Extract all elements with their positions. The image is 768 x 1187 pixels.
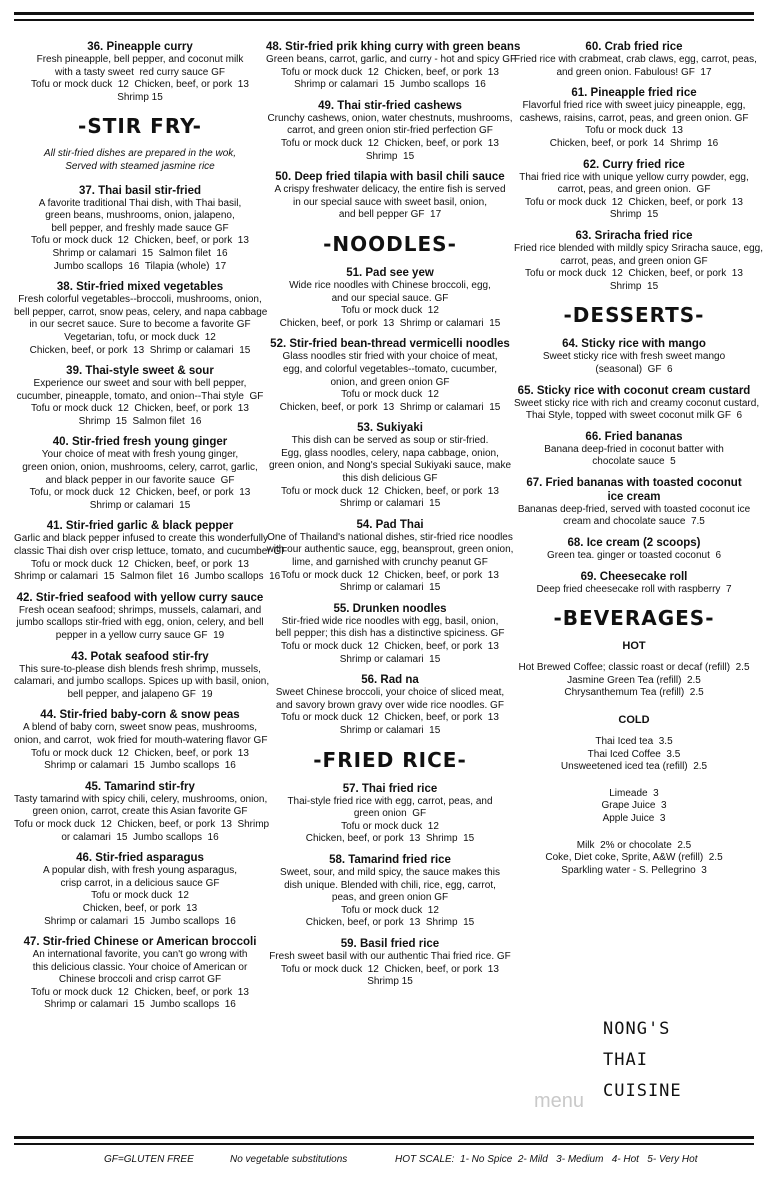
menu-item-detail: Tofu or mock duck 12 Chicken, beef, or pork 13 (525, 196, 743, 208)
menu-item-detail: green onion GF (353, 808, 427, 820)
menu-item-name: 52. Stir-fried bean-thread vermicelli noodles (270, 338, 510, 351)
menu-item-detail: classic Thai dish over crisp lettuce, tomato, and cucumber GF (14, 546, 288, 558)
menu-item-detail: Tofu or mock duck 12 Chicken, beef, or pork 13 (31, 558, 249, 570)
menu-item-detail: Jumbo scallops 16 Tilapia (whole) 17 (53, 260, 227, 272)
menu-item-detail: Tofu or mock duck 12 Chicken, beef, or pork 13 (31, 403, 249, 415)
menu-item-detail: and green onion. Fabulous! GF 17 (556, 66, 712, 78)
menu-item (266, 337, 514, 414)
menu-item (266, 602, 514, 666)
menu-item-detail: Shrimp 15 Salmon filet 16 (78, 415, 202, 427)
menu-item-detail: and bell pepper GF 17 (338, 209, 442, 221)
menu-item-name: 47. Stir-fried Chinese or American broccoli (23, 936, 257, 949)
menu-item-detail: pepper in a yellow curry sauce GF 19 (55, 630, 225, 641)
beverage-group (514, 736, 754, 774)
menu-item-name: 44. Stir-fried baby-corn & snow peas (40, 709, 240, 722)
menu-item-detail: lime, and garnished with crunchy peanut GF (292, 557, 488, 569)
menu-item-detail: cucumber, pineapple, tomato, and onion--Thai style GF (16, 390, 264, 402)
menu-item-detail: Tofu or mock duck 12 (341, 820, 439, 832)
menu-item-detail: this delicious classic. Your choice of American or (32, 961, 248, 973)
menu-item-detail: Crunchy cashews, onion, water chestnuts, mushrooms, (267, 112, 513, 124)
menu-item-detail: and our special sauce. GF (331, 292, 449, 304)
menu-item-detail: bell pepper, and jalapeno GF 19 (67, 688, 213, 700)
beverage-line: Thai Iced Coffee 3.5 (587, 748, 681, 760)
section-note: All stir-fried dishes are prepared in the wok, Served with steamed jasmine rice (43, 148, 237, 172)
menu-item-detail: bell pepper; this dish has a distinctive spiciness. GF (275, 628, 505, 640)
menu-item-detail: bell pepper, carrot, snow peas, celery, and napa cabbage (14, 306, 268, 318)
menu-item-name: 69. Cheesecake roll (580, 570, 688, 583)
menu-item-detail: Fried rice blended with mildly spicy Sriracha sauce, egg, (514, 242, 763, 254)
menu-item-detail: in our secret sauce. Sure to become a favorite GF (29, 319, 251, 331)
menu-item (266, 170, 514, 222)
menu-item (14, 591, 266, 643)
menu-item-name: 60. Crab fried rice (585, 41, 683, 53)
menu-item-detail: cream and chocolate sauce 7.5 (563, 516, 705, 528)
menu-item-name: 67. Fried bananas with toasted coconut ice cream (526, 476, 742, 503)
menu-item-detail: Tofu or mock duck 13 (585, 125, 683, 137)
menu-item-detail: Chicken, beef, or pork 14 Shrimp 16 (549, 137, 719, 149)
menu-item-detail: Shrimp or calamari 15 (339, 498, 441, 510)
menu-item-name: 64. Sticky rice with mango (562, 338, 706, 351)
menu-item-detail: Tofu or mock duck 12 Chicken, beef, or pork 13 (31, 747, 249, 759)
beverage-line: Grape Juice 3 (601, 800, 667, 812)
menu-item-name: 43. Potak seafood stir-fry (71, 650, 209, 663)
menu-item-name: 40. Stir-fried fresh young ginger (52, 436, 228, 449)
menu-item-detail: with a tasty sweet red curry sauce GF (54, 66, 226, 78)
menu-item (14, 364, 266, 428)
menu-item (514, 570, 754, 597)
menu-item-detail: Tofu or mock duck 12 (341, 305, 439, 317)
beverage-group (514, 840, 754, 878)
menu-item-detail: Chicken, beef, or pork 13 (82, 902, 198, 914)
menu-item-detail: green onion, onion, mushrooms, celery, carrot, garlic, (22, 462, 258, 474)
menu-item-name: 49. Thai stir-fried cashews (318, 99, 462, 112)
menu-item (266, 782, 514, 846)
menu-item-detail: onion, and carrot, wok fried for mouth-watering flavor GF (14, 734, 268, 746)
menu-item-detail: Wide rice noodles with Chinese broccoli, egg, (289, 279, 491, 291)
menu-item-detail: Sweet sticky rice with fresh sweet mango (542, 351, 726, 363)
bottom-rule (14, 1136, 754, 1139)
beverage-line: Thai Iced tea 3.5 (595, 736, 673, 748)
menu-item-detail: Shrimp 15 (609, 209, 659, 221)
menu-item-detail: Tofu or mock duck 12 Chicken, beef, or pork 13 (281, 963, 499, 975)
menu-column-3 (514, 40, 763, 891)
menu-item-name: 65. Sticky rice with coconut cream custard (517, 384, 751, 397)
beverage-line: Sparkling water - S. Pellegrino 3 (561, 864, 707, 876)
menu-item-detail: Thai-style fried rice with egg, carrot, peas, and (287, 795, 493, 807)
menu-item-detail: with our authentic sauce, egg, beansprout, green onion, (266, 544, 514, 556)
menu-item-name: 42. Stir-fried seafood with yellow curry sauce (16, 591, 264, 604)
restaurant-logo (603, 1014, 682, 1107)
menu-item-detail: Chinese broccoli and crisp carrot GF (58, 974, 222, 986)
menu-item (266, 673, 514, 737)
menu-item (266, 421, 514, 511)
menu-item-detail: Your choice of meat with fresh young ginger, (41, 449, 239, 461)
menu-item-detail: or calamari 15 Jumbo scallops 16 (61, 831, 219, 843)
beverage-group (514, 662, 754, 700)
menu-item-name: 51. Pad see yew (346, 266, 434, 279)
menu-item-name: 66. Fried bananas (585, 430, 683, 443)
menu-item-detail: Chicken, beef, or pork 13 Shrimp or calamari 15 (279, 401, 501, 413)
menu-item (514, 158, 754, 222)
menu-item-detail: Shrimp or calamari 15 (339, 724, 441, 736)
menu-item-detail: Deep fried cheesecake roll with raspberry 7 (536, 583, 732, 595)
menu-item (514, 476, 754, 529)
menu-item (14, 280, 266, 357)
menu-item-detail: Bananas deep-fried, served with toasted coconut ice (517, 503, 751, 515)
menu-item-detail: Stir-fried wide rice noodles with egg, basil, onion, (281, 615, 499, 627)
menu-item (266, 40, 521, 92)
menu-item-detail: Chicken, beef, or pork 13 Shrimp 15 (305, 917, 475, 929)
logo-line: NONG'S (603, 1019, 671, 1039)
menu-item (14, 935, 266, 1012)
logo-line: THAI (603, 1050, 648, 1070)
menu-item-name: 37. Thai basil stir-fried (78, 184, 202, 197)
footer-hot-scale: HOT SCALE: 1- No Spice 2- Mild 3- Medium 4- Hot 5- Very Hot (395, 1154, 698, 1165)
menu-item-detail: Tofu or mock duck 12 (341, 389, 439, 401)
menu-item-detail: in our special sauce with sweet basil, onion, (293, 196, 487, 208)
beverage-line: Limeade 3 (609, 787, 659, 799)
menu-item-detail: Green tea. ginger or toasted coconut 6 (547, 550, 721, 562)
menu-item-detail: Tofu, or mock duck 12 Chicken, beef, or pork 13 (29, 487, 251, 499)
menu-item-detail: chocolate sauce 5 (592, 456, 676, 468)
menu-item-name: 48. Stir-fried prik khing curry with green beans (266, 41, 521, 53)
menu-item-name: 68. Ice cream (2 scoops) (567, 537, 701, 550)
menu-item-detail: Fresh colorful vegetables--broccoli, mushrooms, onion, (18, 294, 262, 306)
menu-item (14, 519, 288, 583)
menu-item-detail: cashews, raisins, carrot, peas, and green onion. GF (519, 112, 749, 124)
menu-item-detail: A favorite traditional Thai dish, with Thai basil, (38, 197, 242, 209)
menu-item-name: 41. Stir-fried garlic & black pepper (46, 520, 234, 533)
beverage-line: Chrysanthemum Tea (refill) 2.5 (564, 687, 704, 699)
menu-item-detail: Shrimp or calamari 15 Salmon filet 16 (52, 247, 228, 259)
menu-item (514, 86, 754, 150)
menu-item-detail: Sweet sticky rice with rich and creamy coconut custard, (514, 397, 760, 409)
menu-item-detail: Tofu or mock duck 12 Chicken, beef, or pork 13 (281, 137, 499, 149)
top-rule-inner (14, 19, 754, 21)
beverage-line: Unsweetened iced tea (refill) 2.5 (560, 761, 708, 773)
menu-item-detail: Tofu or mock duck 12 Chicken, beef, or pork 13 (281, 641, 499, 652)
menu-item-detail: Egg, glass noodles, celery, napa cabbage, onion, (281, 447, 499, 459)
footer-substitutions-note: No vegetable substitutions (230, 1154, 348, 1165)
menu-item-name: 53. Sukiyaki (357, 422, 423, 435)
menu-item (266, 518, 514, 595)
menu-item-detail: Green beans, carrot, garlic, and curry - hot and spicy GF (266, 54, 517, 65)
menu-item (514, 430, 754, 469)
menu-item-detail: Shrimp or calamari 15 Salmon filet 16 Jumbo scallops 16 (14, 571, 281, 583)
menu-item-detail: calamari, and jumbo scallops. Spices up with basil, onion, (14, 676, 270, 688)
menu-item-detail: onion, and green onion GF (330, 376, 450, 388)
menu-item (514, 40, 757, 79)
menu-item-name: 38. Stir-fried mixed vegetables (56, 281, 224, 294)
menu-item-detail: A blend of baby corn, sweet snow peas, mushrooms, (22, 722, 257, 734)
menu-item-detail: Banana deep-fried in coconut batter with (544, 443, 724, 455)
menu-item (14, 184, 266, 274)
menu-item-detail: A popular dish, with fresh young asparagus, (42, 865, 237, 877)
menu-item-detail: Shrimp or calamari 15 Jumbo scallops 16 (44, 999, 236, 1011)
menu-item-detail: An international favorite, you can't go wrong with (32, 949, 248, 961)
menu-item-detail: Sweet Chinese broccoli, your choice of sliced meat, (275, 687, 505, 699)
menu-item (14, 650, 270, 702)
menu-column-1 (14, 40, 288, 1019)
menu-item-name: 56. Rad na (361, 674, 419, 687)
menu-item-name: 36. Pineapple curry (87, 41, 193, 53)
menu-item-detail: Thai Style, topped with sweet coconut milk GF 6 (525, 410, 743, 422)
menu-item-detail: Chicken, beef, or pork 13 Shrimp 15 (305, 833, 475, 845)
beverage-line: Milk 2% or chocolate 2.5 (576, 839, 692, 851)
menu-item (266, 99, 514, 163)
section-heading: -NOODLES- (323, 231, 457, 256)
beverage-line: Apple Juice 3 (602, 813, 666, 824)
watermark-text: menu (534, 1090, 585, 1112)
menu-item-name: 62. Curry fried rice (583, 158, 685, 171)
menu-item-detail: carrot, peas, and green onion. GF (557, 184, 711, 196)
menu-item-detail: Shrimp 15 (117, 91, 163, 103)
menu-item-detail: carrot, peas, and green onion GF (560, 255, 708, 267)
beverage-line: Jasmine Green Tea (refill) 2.5 (567, 674, 701, 686)
menu-item-detail: This sure-to-please dish blends fresh shrimp, mussels, (19, 663, 261, 675)
menu-item (14, 851, 266, 928)
menu-item-detail: Shrimp or calamari 15 Jumbo scallops 16 (294, 79, 486, 91)
menu-item-detail: Fresh ocean seafood; shrimps, mussels, calamari, and (18, 604, 262, 616)
subsection-heading: HOT (622, 640, 646, 653)
menu-item-detail: Shrimp 15 (609, 280, 659, 292)
menu-item (14, 40, 266, 104)
beverage-group (514, 788, 754, 826)
menu-item-name: 57. Thai fried rice (342, 782, 438, 795)
menu-item-detail: and black pepper in our favorite sauce GF (45, 474, 235, 486)
logo-line: CUISINE (603, 1081, 682, 1101)
menu-item-name: 50. Deep fried tilapia with basil chili sauce (275, 171, 505, 184)
section-heading: -DESSERTS- (563, 303, 705, 328)
menu-item-name: 46. Stir-fried asparagus (76, 852, 204, 865)
menu-item-name: 54. Pad Thai (356, 518, 424, 531)
menu-item-detail: peas, and green onion GF (331, 892, 449, 904)
menu-item-detail: Tofu or mock duck 12 Chicken, beef, or pork 13 (31, 79, 249, 91)
footer-gf-note: GF=GLUTEN FREE (104, 1154, 194, 1165)
menu-item-name: 55. Drunken noodles (333, 602, 447, 615)
menu-item-detail: A crispy freshwater delicacy, the entire fish is served (274, 184, 506, 196)
menu-item-detail: this dish delicious GF (342, 473, 438, 485)
menu-item-detail: green onion, carrot, create this Asian favorite GF (32, 806, 248, 818)
beverage-line: Coke, Diet coke, Sprite, A&W (refill) 2.5 (545, 852, 723, 864)
top-rule (14, 12, 754, 15)
menu-item (14, 708, 266, 772)
menu-item-detail: Shrimp or calamari 15 (339, 653, 441, 665)
bottom-rule-inner (14, 1143, 754, 1145)
menu-item (266, 937, 514, 989)
menu-item (514, 337, 754, 376)
menu-item-name: 63. Sriracha fried rice (575, 229, 693, 242)
menu-item-detail: Shrimp or calamari 15 Jumbo scallops 16 (44, 760, 236, 772)
menu-item (14, 780, 270, 844)
menu-item-detail: Tofu or mock duck 12 Chicken, beef, or pork 13 (31, 235, 249, 247)
menu-item-detail: Sweet, sour, and mild spicy, the sauce makes this (280, 866, 500, 878)
section-heading: -FRIED RICE- (313, 747, 467, 772)
menu-item-detail: Tofu or mock duck 12 Chicken, beef, or pork 13 (525, 268, 743, 280)
subsection-heading: COLD (618, 714, 650, 727)
menu-item-name: 58. Tamarind fried rice (329, 853, 451, 866)
menu-item-detail: Shrimp 15 (367, 976, 413, 988)
menu-item-detail: and savory brown gravy over wide rice noodles. GF (276, 699, 504, 711)
menu-item (266, 266, 514, 330)
menu-item-detail: Chicken, beef, or pork 13 Shrimp or calamari 15 (279, 317, 501, 329)
menu-item-detail: carrot, and green onion stir-fried perfection GF (287, 125, 493, 137)
section-heading: -BEVERAGES- (553, 606, 715, 631)
menu-item-detail: Flavorful fried rice with sweet juicy pineapple, egg, (522, 100, 746, 112)
menu-item-detail: Shrimp 15 (365, 150, 415, 162)
menu-item-detail: Shrimp or calamari 15 Jumbo scallops 16 (44, 915, 236, 927)
menu-item-detail: green onion, and Nong's special Sukiyaki sauce, make (268, 460, 512, 472)
menu-item-name: 39. Thai-style sweet & sour (66, 365, 214, 378)
menu-item (514, 229, 763, 293)
menu-item-detail: Tofu or mock duck 12 Chicken, beef, or pork 13 (281, 485, 499, 497)
menu-item (514, 536, 754, 563)
menu-item-detail: Shrimp or calamari 15 (339, 582, 441, 594)
menu-item-detail: Tofu or mock duck 12 Chicken, beef, or pork 13 Shrimp (14, 818, 270, 830)
menu-item-detail: green beans, mushrooms, onion, jalapeno, (45, 210, 235, 222)
menu-item-name: 59. Basil fried rice (340, 937, 440, 950)
beverage-line: Hot Brewed Coffee; classic roast or decaf (refill) 2.5 (518, 662, 750, 674)
menu-item-detail: bell pepper, and freshly made sauce GF (51, 222, 229, 234)
menu-item-detail: Chicken, beef, or pork 13 Shrimp or calamari 15 (29, 344, 251, 356)
menu-item-detail: Fried rice with crabmeat, crab claws, egg, carrot, peas, (514, 54, 757, 65)
menu-item-detail: Glass noodles stir fried with your choice of meat, (282, 351, 498, 363)
menu-column-2 (266, 40, 521, 996)
menu-item-detail: dish unique. Blended with chili, rice, egg, carrot, (284, 879, 496, 891)
menu-item-name: 61. Pineapple fried rice (571, 87, 697, 100)
menu-item (14, 435, 266, 512)
menu-item-detail: Thai fried rice with unique yellow curry powder, egg, (519, 171, 749, 183)
menu-item-detail: Shrimp or calamari 15 (89, 499, 191, 511)
menu-item-detail: jumbo scallops stir-fried with egg, onion, celery, and bell (16, 617, 264, 629)
menu-item-detail: Tofu or mock duck 12 (91, 890, 189, 902)
menu-item-detail: Tasty tamarind with spicy chili, celery, mushrooms, onion, (14, 793, 268, 805)
menu-item-detail: Fresh sweet basil with our authentic Thai fried rice. GF (269, 950, 511, 962)
menu-item-name: 45. Tamarind stir-fry (85, 780, 195, 793)
menu-item-detail: Experience our sweet and sour with bell pepper, (33, 378, 247, 390)
menu-item-detail: One of Thailand's national dishes, stir-fried rice noodles (267, 531, 513, 543)
menu-item-detail: Garlic and black pepper infused to create this wonderfully (14, 533, 269, 545)
menu-item-detail: Tofu or mock duck 12 Chicken, beef, or pork 13 (281, 569, 499, 581)
menu-item-detail: egg, and colorful vegetables--tomato, cucumber, (282, 363, 497, 375)
menu-item-detail: Tofu or mock duck 12 Chicken, beef, or pork 13 (31, 986, 249, 998)
menu-item-detail: Tofu or mock duck 12 (341, 904, 439, 916)
menu-item-detail: crisp carrot, in a delicious sauce GF (60, 877, 220, 889)
menu-item-detail: Vegetarian, tofu, or mock duck 12 (64, 331, 216, 343)
menu-item-detail: This dish can be served as soup or stir-fried. (291, 435, 489, 447)
menu-item-detail: (seasonal) GF 6 (595, 363, 673, 375)
menu-item (266, 853, 514, 930)
menu-item-detail: Tofu or mock duck 12 Chicken, beef, or pork 13 (281, 66, 499, 78)
menu-item (514, 384, 760, 423)
menu-item-detail: Tofu or mock duck 12 Chicken, beef, or pork 13 (281, 712, 499, 724)
section-heading: -STIR FRY- (78, 114, 202, 139)
menu-item-detail: Fresh pineapple, bell pepper, and coconut milk (36, 54, 244, 65)
